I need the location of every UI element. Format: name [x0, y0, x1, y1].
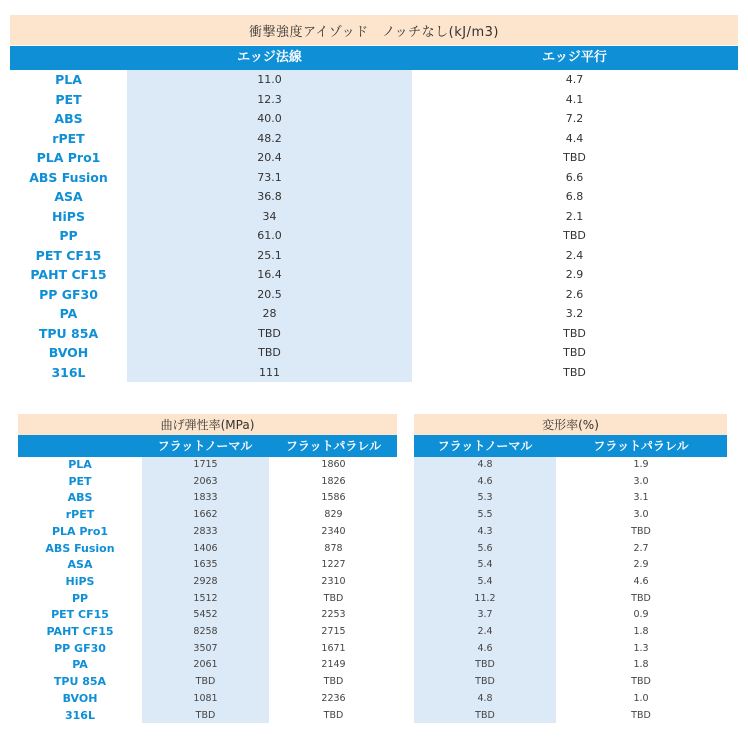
table-row — [18, 591, 397, 608]
flat-normal-value: 2061 — [193, 659, 218, 671]
material-label: TPU 85A — [53, 675, 107, 689]
material-label: PET CF15 — [35, 247, 102, 263]
edge-parallel-value: 7.2 — [565, 112, 584, 125]
material-label: BVOH — [62, 691, 98, 705]
flat-parallel-value: 1826 — [321, 475, 346, 487]
material-label: ABS Fusion — [29, 169, 108, 185]
flat-normal-value: 8258 — [193, 626, 218, 637]
edge-parallel-value: 4.4 — [565, 131, 584, 145]
impact-table-title: 衝撃強度アイゾッド ノッチなし(kJ/m3) — [10, 15, 738, 45]
deformation-table-header — [414, 435, 727, 457]
flat-normal-value: 5.5 — [477, 509, 493, 521]
flat-parallel-value: 1671 — [321, 642, 346, 654]
table-row — [414, 624, 727, 641]
table-row — [414, 674, 727, 691]
material-label: 316L — [51, 364, 86, 380]
material-label: 316L — [65, 708, 95, 722]
table-row — [414, 574, 727, 591]
flat-normal-value: 4.8 — [477, 459, 493, 470]
table-row — [414, 557, 727, 574]
column-header-flat-normal: フラットノーマル — [437, 439, 533, 453]
edge-normal-value: 111 — [259, 365, 280, 379]
flat-parallel-value: 2.7 — [633, 542, 649, 554]
table-row — [18, 574, 397, 591]
edge-normal-value: 34 — [262, 209, 277, 223]
flat-normal-value: 3507 — [193, 642, 218, 654]
material-label: PLA — [68, 458, 92, 471]
material-label: PP — [71, 591, 89, 605]
edge-normal-value: 20.5 — [257, 287, 282, 301]
edge-parallel-value: 2.4 — [565, 248, 584, 262]
flat-normal-value: 1081 — [193, 692, 218, 704]
material-label: PP — [59, 228, 78, 243]
table-row — [18, 624, 397, 641]
table-row — [10, 265, 738, 285]
table-row — [414, 657, 727, 674]
flat-parallel-value: 3.0 — [633, 509, 649, 521]
flat-parallel-value: 1227 — [321, 559, 346, 571]
table-row — [18, 657, 397, 674]
table-row — [18, 557, 397, 574]
edge-normal-value: 48.2 — [257, 131, 282, 145]
flat-normal-value: TBD — [195, 676, 216, 688]
flat-normal-value: 2833 — [193, 525, 218, 537]
edge-parallel-value: 6.8 — [565, 190, 584, 203]
flat-parallel-value: TBD — [631, 525, 651, 537]
table-row — [10, 70, 738, 90]
flat-normal-value: 4.6 — [477, 642, 493, 654]
table-row — [10, 363, 738, 383]
edge-parallel-value: TBD — [563, 346, 586, 359]
flat-normal-value: 5.4 — [477, 559, 493, 571]
flat-normal-value: 1406 — [193, 542, 218, 554]
material-label: PET — [68, 474, 92, 488]
edge-parallel-value: 6.6 — [565, 170, 584, 184]
flat-normal-value: 1715 — [193, 459, 218, 470]
table-row — [414, 490, 727, 507]
flat-parallel-value: 2.9 — [633, 559, 649, 571]
material-label: PP GF30 — [39, 286, 98, 302]
flat-parallel-value: TBD — [323, 676, 344, 688]
material-label: ASA — [67, 558, 93, 572]
edge-parallel-value: TBD — [563, 326, 586, 340]
material-label: PA — [59, 306, 78, 321]
modulus-table-header — [18, 435, 397, 457]
table-row — [10, 90, 738, 110]
flat-normal-value: 2.4 — [477, 626, 493, 637]
edge-normal-value: TBD — [258, 346, 281, 359]
edge-parallel-value: 4.1 — [565, 92, 584, 106]
table-row — [10, 343, 738, 363]
table-row — [414, 591, 727, 608]
edge-normal-value: 36.8 — [257, 190, 282, 203]
material-label: HiPS — [65, 574, 95, 588]
flat-parallel-value: 2149 — [321, 659, 346, 671]
flat-normal-value: TBD — [195, 709, 216, 721]
flat-parallel-value: 2310 — [321, 575, 346, 587]
flat-parallel-value: 829 — [324, 509, 343, 521]
flat-normal-value: 5.3 — [477, 492, 493, 504]
material-label: PP GF30 — [54, 641, 106, 655]
edge-parallel-value: TBD — [563, 365, 586, 379]
flat-parallel-value: TBD — [631, 592, 651, 604]
edge-parallel-value: 3.2 — [565, 307, 584, 320]
flat-parallel-value: 1586 — [321, 492, 346, 504]
flat-parallel-value: 1.9 — [633, 459, 649, 470]
modulus-table-title: 曲げ弾性率(MPa) — [18, 414, 397, 435]
table-row — [10, 246, 738, 266]
flat-normal-value: 5452 — [193, 609, 218, 621]
flat-normal-value: TBD — [475, 659, 495, 671]
flat-normal-value: 4.6 — [477, 475, 493, 487]
flat-normal-value: 1512 — [193, 592, 218, 604]
material-label: PET — [55, 91, 82, 107]
column-header-edge-parallel: エッジ平行 — [542, 50, 607, 65]
table-row — [10, 148, 738, 168]
material-label: ABS — [67, 491, 93, 505]
edge-normal-value: 61.0 — [257, 229, 282, 242]
table-row — [18, 641, 397, 658]
edge-parallel-value: 2.1 — [565, 209, 584, 223]
table-row — [18, 607, 397, 624]
table-row — [414, 507, 727, 524]
edge-normal-value: 16.4 — [257, 268, 282, 281]
table-row — [414, 691, 727, 708]
table-row — [414, 708, 727, 725]
table-row — [18, 457, 397, 474]
material-label: PLA — [55, 72, 82, 87]
flat-parallel-value: 878 — [324, 542, 343, 554]
flat-normal-value: 4.8 — [477, 692, 493, 704]
material-label: PAHT CF15 — [30, 267, 107, 282]
flat-parallel-value: 2715 — [321, 626, 346, 637]
flat-normal-value: TBD — [475, 676, 495, 688]
flat-parallel-value: TBD — [631, 709, 651, 721]
table-row — [18, 708, 397, 725]
table-row — [414, 524, 727, 541]
flat-parallel-value: 0.9 — [633, 609, 649, 621]
table-row — [10, 187, 738, 207]
edge-parallel-value: 4.7 — [565, 73, 584, 86]
flat-parallel-value: 3.1 — [633, 492, 649, 504]
table-row — [414, 607, 727, 624]
flat-normal-value: 11.2 — [474, 592, 496, 604]
material-label: rPET — [52, 130, 85, 146]
material-label: PLA Pro1 — [51, 524, 109, 538]
material-label: ABS Fusion — [45, 541, 115, 555]
edge-parallel-value: TBD — [563, 151, 586, 164]
table-row — [10, 226, 738, 246]
table-row — [414, 457, 727, 474]
material-label: HiPS — [52, 208, 85, 224]
material-label: PA — [72, 658, 88, 672]
table-row — [18, 490, 397, 507]
table-row — [10, 304, 738, 324]
table-row — [414, 641, 727, 658]
material-label: ABS — [54, 111, 83, 126]
edge-normal-value: 40.0 — [257, 112, 282, 125]
material-label: PET CF15 — [51, 608, 109, 622]
flat-normal-value: TBD — [475, 709, 495, 721]
material-label: ASA — [54, 189, 83, 204]
flat-parallel-value: 4.6 — [633, 575, 649, 587]
edge-parallel-value: 2.6 — [565, 287, 584, 301]
flat-parallel-value: TBD — [323, 592, 344, 604]
material-label: TPU 85A — [38, 325, 99, 341]
table-row — [18, 674, 397, 691]
flat-parallel-value: 1.8 — [633, 626, 649, 637]
flat-normal-value: 4.3 — [477, 525, 493, 537]
flat-parallel-value: 3.0 — [633, 475, 649, 487]
table-row — [10, 285, 738, 305]
table-row — [10, 129, 738, 149]
flat-normal-value: 5.6 — [477, 542, 493, 554]
flat-normal-value: 1833 — [193, 492, 218, 504]
edge-normal-value: 11.0 — [257, 73, 282, 86]
edge-normal-value: 73.1 — [257, 170, 282, 184]
table-row — [10, 324, 738, 344]
edge-parallel-value: TBD — [563, 229, 586, 242]
table-row — [18, 541, 397, 558]
table-row — [414, 474, 727, 491]
material-label: PLA Pro1 — [36, 150, 101, 165]
table-row — [10, 168, 738, 188]
flat-normal-value: 1662 — [193, 509, 218, 521]
material-label: PAHT CF15 — [46, 625, 114, 638]
material-label: rPET — [65, 508, 95, 522]
flat-parallel-value: 2236 — [321, 692, 346, 704]
table-row — [18, 691, 397, 708]
edge-normal-value: 20.4 — [257, 151, 282, 164]
impact-table-header — [10, 46, 738, 70]
flat-parallel-value: 2340 — [321, 525, 346, 537]
flat-parallel-value: 2253 — [321, 609, 346, 621]
table-row — [10, 109, 738, 129]
material-label: BVOH — [48, 345, 89, 360]
flat-normal-value: 2063 — [193, 475, 218, 487]
flat-parallel-value: TBD — [323, 709, 344, 721]
flat-normal-value: 3.7 — [477, 609, 493, 621]
flat-normal-value: 5.4 — [477, 575, 493, 587]
flat-parallel-value: 1860 — [321, 459, 346, 470]
column-header-flat-parallel: フラットパラレル — [285, 439, 382, 453]
column-header-flat-parallel: フラットパラレル — [593, 439, 689, 453]
edge-normal-value: 28 — [262, 307, 277, 320]
table-row — [18, 507, 397, 524]
flat-parallel-value: TBD — [631, 676, 651, 688]
edge-normal-value: TBD — [258, 326, 281, 340]
edge-parallel-value: 2.9 — [565, 268, 584, 281]
table-row — [10, 207, 738, 227]
table-row — [414, 541, 727, 558]
table-row — [18, 524, 397, 541]
edge-normal-value: 25.1 — [257, 248, 282, 262]
table-row — [18, 474, 397, 491]
edge-normal-value: 12.3 — [257, 92, 282, 106]
flat-parallel-value: 1.3 — [633, 642, 649, 654]
column-header-flat-normal: フラットノーマル — [157, 439, 253, 453]
deformation-table-title: 変形率(%) — [414, 414, 727, 435]
column-header-edge-normal: エッジ法線 — [237, 50, 302, 65]
flat-parallel-value: 1.8 — [633, 659, 649, 671]
flat-normal-value: 2928 — [193, 575, 218, 587]
flat-normal-value: 1635 — [193, 559, 218, 571]
flat-parallel-value: 1.0 — [633, 692, 649, 704]
